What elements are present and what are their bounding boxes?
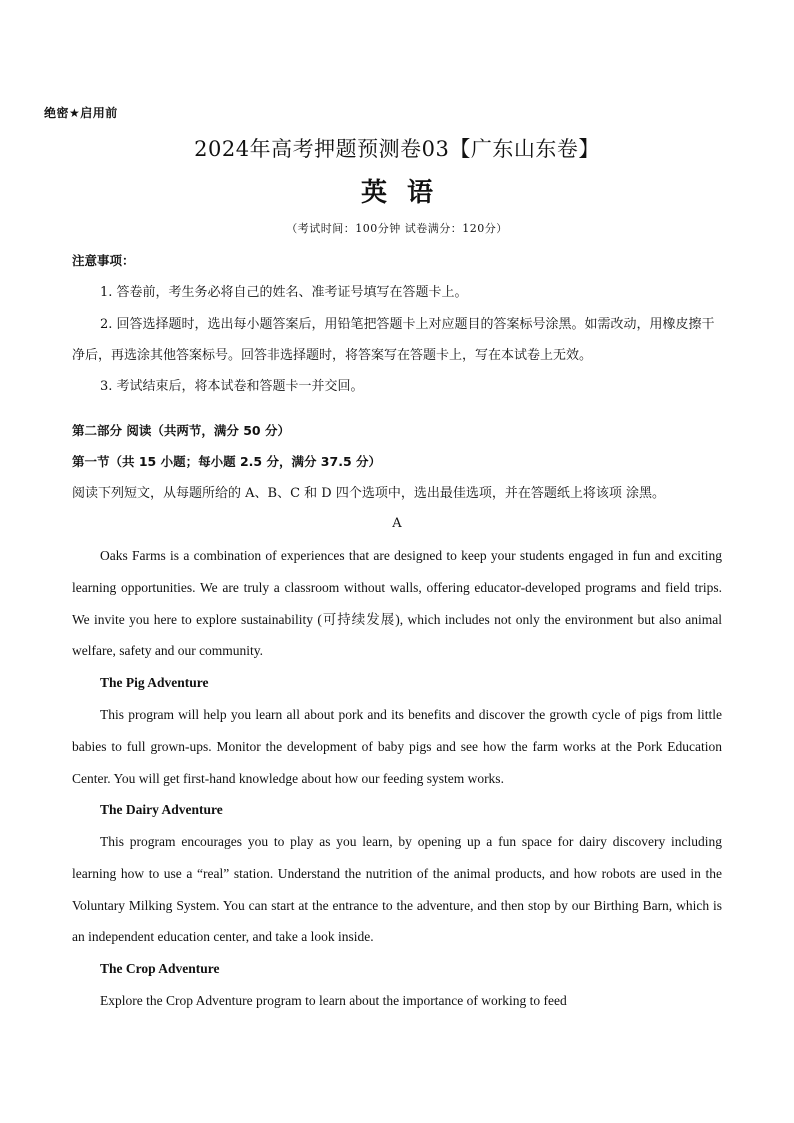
notice-title: 注意事项：	[72, 253, 135, 268]
passage-intro-text: Oaks Farms is a combination of experiences that are designed to keep your students engaged in fun and exciting learning opportunities. We are truly a classroom without walls, offering educator-developed programs and field trips. We invite you here to explore sustainability (可持续发展), which includes not only the environment but also animal welfare, safety and our community.	[72, 548, 722, 659]
confidential-mark: 绝密★启用前	[44, 106, 118, 120]
notice-item-2	[72, 309, 724, 371]
exam-title: 2024年高考押题预测卷03【广东山东卷】	[194, 137, 600, 161]
notice-item-3-text: 3. 考试结束后，将本试卷和答题卡一并交回。	[100, 379, 364, 394]
notice-item-1	[72, 277, 724, 308]
dairy-adventure-paragraph	[72, 826, 722, 953]
pig-adventure-text: This program will help you learn all about pork and its benefits and discover the growth cycle of pigs from little babies to full grown-ups. Monitor the development of baby pigs and see how the farm works at the Pork Education Center. You will get first-hand knowledge about how our feeding system works.	[72, 707, 722, 786]
notice-item-3	[72, 371, 724, 402]
exam-time-and-score: （考试时间：100分钟 试卷满分：120分）	[286, 222, 508, 235]
subject-title: 英语	[360, 178, 453, 208]
dairy-adventure-text: This program encourages you to play as you learn, by opening up a fun space for dairy discovery including learning how to use a “real” station. Understand the nutrition of the animal products, and how robots are used in the Voluntary Milking System. You can start at the entrance to the adventure, and then stop by our Birthing Barn, which is an independent education center, and take a look inside.	[72, 834, 722, 945]
passage-letter: A	[392, 516, 402, 531]
part-title: 第二部分 阅读（共两节，满分 50 分）	[72, 423, 290, 438]
pig-adventure-heading: The Pig Adventure	[100, 675, 209, 690]
crop-adventure-heading: The Crop Adventure	[100, 961, 220, 976]
crop-adventure-paragraph	[72, 985, 722, 1017]
subsection-title: 第一节（共 15 小题；每小题 2.5 分，满分 37.5 分）	[72, 454, 381, 469]
pig-adventure-paragraph	[72, 699, 722, 794]
notice-item-2-text: 2. 回答选择题时，选出每小题答案后，用铅笔把答题卡上对应题目的答案标号涂黑。如需改动，用橡皮擦干净后，再选涂其他答案标号。回答非选择题时，将答案写在答题卡上，写在本试卷上无效。	[72, 317, 715, 363]
passage-intro	[72, 540, 722, 667]
notice-item-1-text: 1. 答卷前，考生务必将自己的姓名、准考证号填写在答题卡上。	[100, 285, 468, 300]
reading-instruction: 阅读下列短文，从每题所给的 A、B、C 和 D 四个选项中，选出最佳选项，并在答题纸上将该项 涂黑。	[72, 486, 665, 501]
dairy-adventure-heading: The Dairy Adventure	[100, 802, 223, 817]
crop-adventure-text: Explore the Crop Adventure program to learn about the importance of working to feed	[100, 993, 567, 1008]
